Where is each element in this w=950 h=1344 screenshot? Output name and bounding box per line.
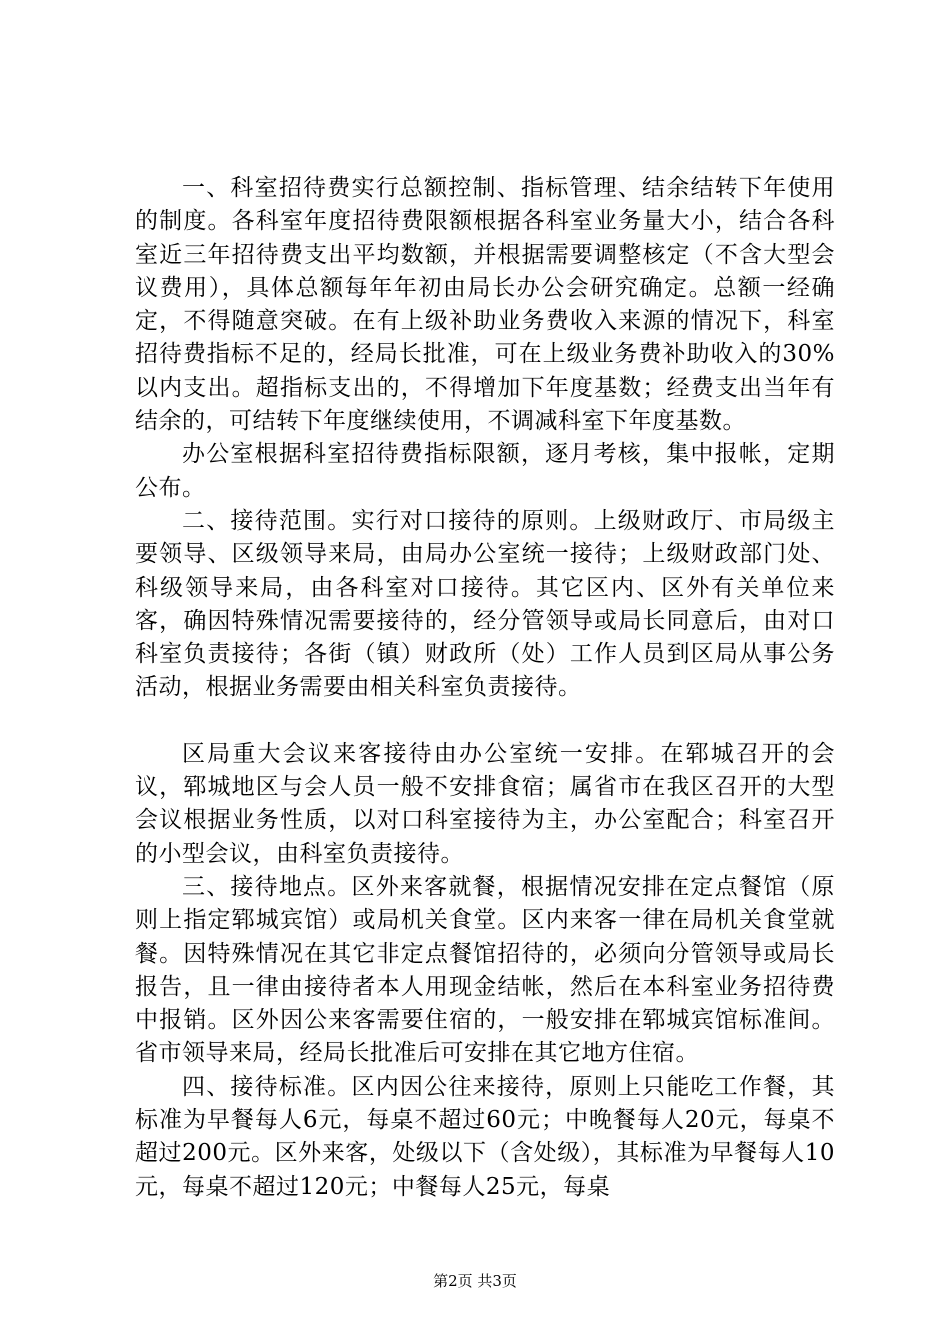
paragraph-reception-scope: 二、接待范围。实行对口接待的原则。上级财政厅、市局级主要领导、区级领导来局，由局办公室统一接待；上级财政部门处、科级领导来局，由各科室对口接待。其它区内、区外有关单位来客，确因特殊情况需要接待的，经分管领导或局长同意后，由对口科室负责接待；各街（镇）财政所（处）工作人员到区局从事公务活动，根据业务需要由相关科室负责接待。 bbox=[135, 507, 835, 701]
page-number-footer: 第2页 共3页 bbox=[433, 1272, 517, 1290]
paragraph-reception-standard: 四、接待标准。区内因公往来接待，原则上只能吃工作餐，其标准为早餐每人6元，每桌不超过60元；中晚餐每人20元，每桌不超过200元。区外来客，处级以下（含处级），其标准为早餐每人10元，每桌不超过120元；中餐每人25元，每桌 bbox=[135, 1073, 835, 1200]
paragraph-reception-budget: 一、科室招待费实行总额控制、指标管理、结余结转下年使用的制度。各科室年度招待费限额根据各科室业务量大小，结合各科室近三年招待费支出平均数额，并根据需要调整核定（不含大型会议费用），具体总额每年年初由局长办公会研究确定。总额一经确定，不得随意突破。在有上级补助业务费收入来源的情况下，科室招待费指标不足的，经局长批准，可在上级业务费补助收入的30%以内支出。超指标支出的，不得增加下年度基数；经费支出当年有结余的，可结转下年度继续使用，不调减科室下年度基数。 bbox=[135, 175, 835, 435]
document-body bbox=[135, 172, 835, 1204]
paragraph-meeting-reception: 区局重大会议来客接待由办公室统一安排。在郓城召开的会议，郓城地区与会人员一般不安排食宿；属省市在我区召开的大型会议根据业务性质，以对口科室接待为主，办公室配合；科室召开的小型会议，由科室负责接待。 bbox=[135, 740, 835, 867]
paragraph-office-review: 办公室根据科室招待费指标限额，逐月考核，集中报帐，定期公布。 bbox=[135, 441, 835, 501]
paragraph-reception-venue: 三、接待地点。区外来客就餐，根据情况安排在定点餐馆（原则上指定郓城宾馆）或局机关食堂。区内来客一律在局机关食堂就餐。因特殊情况在其它非定点餐馆招待的，必须向分管领导或局长报告，且一律由接待者本人用现金结帐，然后在本科室业务招待费中报销。区外因公来客需要住宿的，一般安排在郓城宾馆标准间。省市领导来局，经局长批准后可安排在其它地方住宿。 bbox=[135, 873, 835, 1067]
